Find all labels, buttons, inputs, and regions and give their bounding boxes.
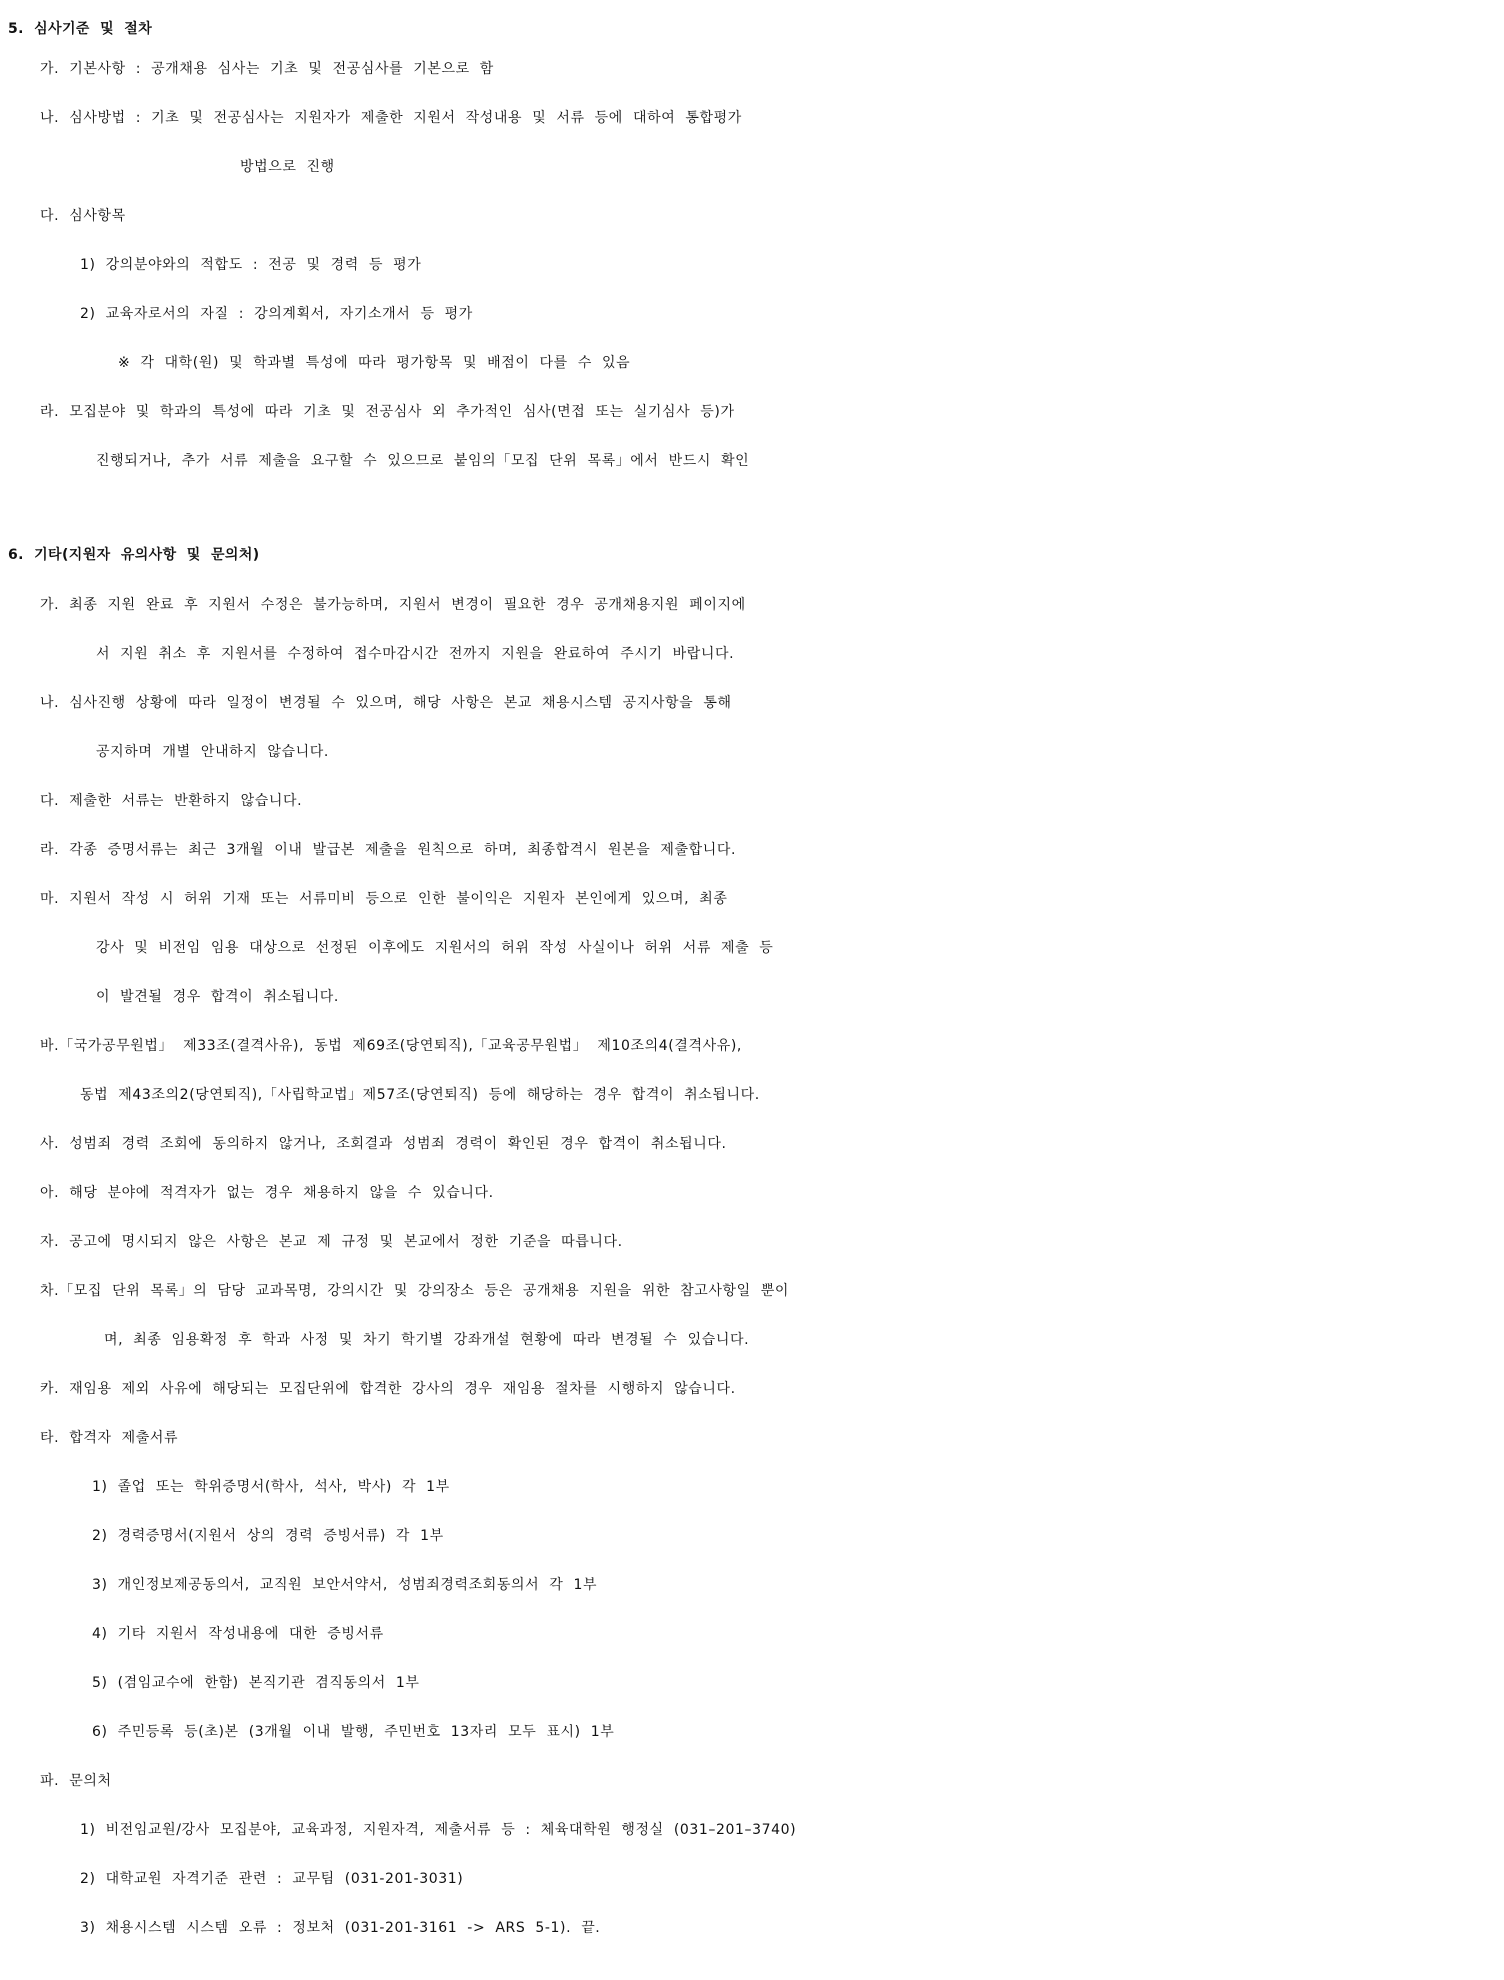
body-line: 타. 합격자 제출서류 xyxy=(40,1430,179,1446)
body-line: 사. 성범죄 경력 조회에 동의하지 않거나, 조회결과 성범죄 경력이 확인된 경우 합격이 취소됩니다. xyxy=(40,1136,727,1152)
body-line: 라. 각종 증명서류는 최근 3개월 이내 발급본 제출을 원칙으로 하며, 최종합격시 원본을 제출합니다. xyxy=(40,842,737,858)
body-line: 가. 최종 지원 완료 후 지원서 수정은 불가능하며, 지원서 변경이 필요한 경우 공개채용지원 페이지에 xyxy=(40,597,746,613)
body-line: 마. 지원서 작성 시 허위 기재 또는 서류미비 등으로 인한 불이익은 지원자 본인에게 있으며, 최종 xyxy=(40,891,728,907)
body-line: 동법 제43조의2(당연퇴직),「사립학교법」제57조(당연퇴직) 등에 해당하는 경우 합격이 취소됩니다. xyxy=(80,1087,760,1103)
body-line: 나. 심사진행 상황에 따라 일정이 변경될 수 있으며, 해당 사항은 본교 채용시스템 공지사항을 통해 xyxy=(40,695,732,711)
body-line: 2) 대학교원 자격기준 관련 : 교무팀 (031-201-3031) xyxy=(80,1871,464,1887)
body-line: 2) 경력증명서(지원서 상의 경력 증빙서류) 각 1부 xyxy=(92,1528,444,1544)
body-line: 카. 재임용 제외 사유에 해당되는 모집단위에 합격한 강사의 경우 재임용 절차를 시행하지 않습니다. xyxy=(40,1381,736,1397)
body-line: 5) (겸임교수에 한함) 본직기관 겸직동의서 1부 xyxy=(92,1675,420,1691)
body-line: 1) 강의분야와의 적합도 : 전공 및 경력 등 평가 xyxy=(80,257,422,273)
body-line: 4) 기타 지원서 작성내용에 대한 증빙서류 xyxy=(92,1626,384,1642)
body-line: 방법으로 진행 xyxy=(240,159,335,175)
body-line: 서 지원 취소 후 지원서를 수정하여 접수마감시간 전까지 지원을 완료하여 주시기 바랍니다. xyxy=(96,646,735,662)
body-line: 다. 제출한 서류는 반환하지 않습니다. xyxy=(40,793,303,809)
body-line: 다. 심사항목 xyxy=(40,208,126,224)
body-line: 파. 문의처 xyxy=(40,1773,112,1789)
body-line: 라. 모집분야 및 학과의 특성에 따라 기초 및 전공심사 외 추가적인 심사(면접 또는 실기심사 등)가 xyxy=(40,404,735,420)
body-line: 진행되거나, 추가 서류 제출을 요구할 수 있으므로 붙임의「모집 단위 목록」에서 반드시 확인 xyxy=(96,453,750,469)
body-line: 차.「모집 단위 목록」의 담당 교과목명, 강의시간 및 강의장소 등은 공개채용 지원을 위한 참고사항일 뿐이 xyxy=(40,1283,790,1299)
body-line: ※ 각 대학(원) 및 학과별 특성에 따라 평가항목 및 배점이 다를 수 있음 xyxy=(118,355,631,371)
body-line: 며, 최종 임용확정 후 학과 사정 및 차기 학기별 강좌개설 현황에 따라 변경될 수 있습니다. xyxy=(104,1332,750,1348)
body-line: 가. 기본사항 : 공개채용 심사는 기초 및 전공심사를 기본으로 함 xyxy=(40,61,494,77)
body-line: 2) 교육자로서의 자질 : 강의계획서, 자기소개서 등 평가 xyxy=(80,306,473,322)
body-line: 자. 공고에 명시되지 않은 사항은 본교 제 규정 및 본교에서 정한 기준을 따릅니다. xyxy=(40,1234,623,1250)
body-line: 공지하며 개별 안내하지 않습니다. xyxy=(96,744,329,760)
body-line: 1) 졸업 또는 학위증명서(학사, 석사, 박사) 각 1부 xyxy=(92,1479,450,1495)
body-line: 6) 주민등록 등(초)본 (3개월 이내 발행, 주민번호 13자리 모두 표시) 1부 xyxy=(92,1724,615,1740)
body-line: 이 발견될 경우 합격이 취소됩니다. xyxy=(96,989,339,1005)
section-heading: 5. 심사기준 및 절차 xyxy=(8,21,153,37)
body-line: 강사 및 비전임 임용 대상으로 선정된 이후에도 지원서의 허위 작성 사실이나 허위 서류 제출 등 xyxy=(96,940,774,956)
body-line: 아. 해당 분야에 적격자가 없는 경우 채용하지 않을 수 있습니다. xyxy=(40,1185,494,1201)
section-heading: 6. 기타(지원자 유의사항 및 문의처) xyxy=(8,547,260,563)
body-line: 바.「국가공무원법」 제33조(결격사유), 동법 제69조(당연퇴직),「교육공무원법」 제10조의4(결격사유), xyxy=(40,1038,742,1054)
body-line: 3) 채용시스템 시스템 오류 : 정보처 (031-201-3161 -> ARS 5-1). 끝. xyxy=(80,1920,601,1936)
body-line: 1) 비전임교원/강사 모집분야, 교육과정, 지원자격, 제출서류 등 : 체육대학원 행정실 (031–201–3740) xyxy=(80,1822,797,1838)
body-line: 3) 개인정보제공동의서, 교직원 보안서약서, 성범죄경력조회동의서 각 1부 xyxy=(92,1577,598,1593)
body-line: 나. 심사방법 : 기초 및 전공심사는 지원자가 제출한 지원서 작성내용 및 서류 등에 대하여 통합평가 xyxy=(40,110,742,126)
